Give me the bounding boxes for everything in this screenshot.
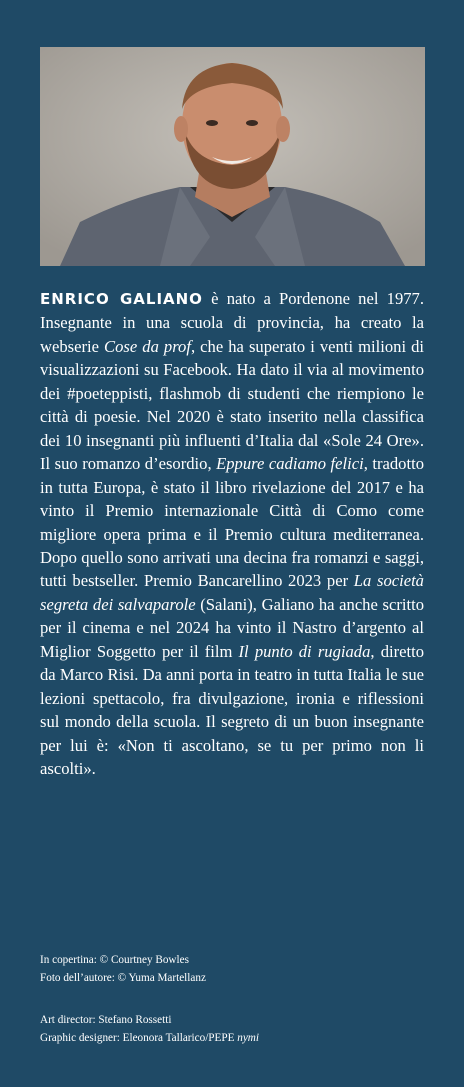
bio-text: , tradotto in tutta Europa, è stato il libro rivelazione del 2017 e ha vinto il Premio internazionale Città di Como come migliore opera prima e il Premio cultura mediterranea. Dopo quello sono arrivati una decina fra romanzi e saggi, tutti bestseller. Premio Bancarellino 2023 per [40,454,424,591]
photo-credits [40,951,430,987]
bio-text: è nato a Pordenone nel 1977. Insegnante in una scuola di provincia, ha creato la webserie [40,289,424,356]
author-portrait-image [40,47,425,266]
bio-title-webseries: Cose da prof [104,336,191,356]
bio-title-debut-novel: Eppure cadiamo felici [216,454,364,474]
author-photo-credit: Foto dell’autore: © Yuma Martellanz [40,972,206,984]
graphic-designer-studio-italic: nymi [237,1032,259,1044]
cover-credit: In copertina: © Courtney Bowles [40,954,189,966]
author-biography [40,287,424,781]
bio-text: , che ha superato i venti milioni di visualizzazioni su Facebook. Ha dato il via al movimento dei #poeteppisti, flashmob di studenti che riempiono le città di poesie. Nel 2020 è stato inserito nella classifica dei 10 insegnanti più influenti d’Italia dal «Sole 24 Ore». Il suo romanzo d’esordio, [40,336,425,474]
bio-title-film: Il punto di rugiada [238,641,371,661]
design-credits [40,1011,430,1047]
author-photo [40,47,425,266]
graphic-designer-credit [40,1029,430,1047]
bio-title-book: La società segreta dei salvaparole [40,571,424,614]
bio-text: (Salani), Galiano ha anche scritto per il cinema e nel 2024 ha vinto il Nastro d’argento al Miglior Soggetto per il film [40,594,424,661]
art-director-credit: Art director: Stefano Rossetti [40,1014,172,1026]
author-name: ENRICO GALIANO [40,290,203,308]
graphic-designer-text: Graphic designer: Eleonora Tallarico/PEPE [40,1032,238,1044]
bio-text: , diretto da Marco Risi. Da anni porta in teatro in tutta Italia le sue lezioni spettacolo, fra divulgazione, ironia e riflessioni sul mondo della scuola. Il segreto di un buon insegnante per lui è: «Non ti ascoltano, se tu per primo non li ascolti». [40,641,425,779]
